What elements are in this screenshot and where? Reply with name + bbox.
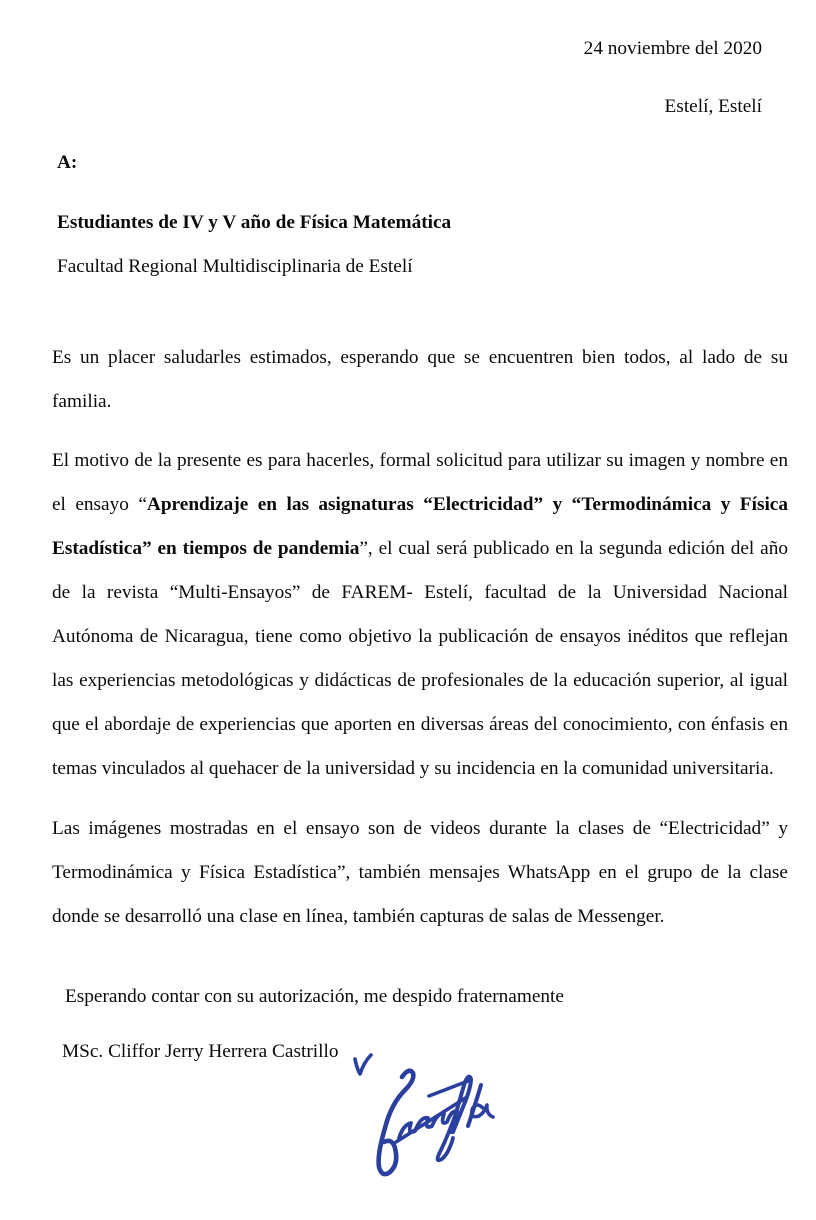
- recipient-organization: Facultad Regional Multidisciplinaria de Estelí: [57, 256, 413, 277]
- essay-title: Aprendizaje en las asignaturas “Electricidad” y “Termodinámica y Física Estadística” en tiempos de pandemia: [52, 494, 788, 559]
- paragraph-request-pre: El motivo de la presente es para hacerles, formal solicitud para utilizar su imagen y nombre en el ensayo “: [52, 450, 788, 515]
- place-line: Estelí, Estelí: [664, 96, 762, 117]
- closing-line: Esperando contar con su autorización, me despido fraternamente: [65, 986, 564, 1007]
- paragraph-greeting: Es un placer saludarles estimados, esperando que se encuentren bien todos, al lado de su familia.: [52, 347, 788, 412]
- paragraph-request: [52, 439, 788, 791]
- signer-name: MSc. Cliffor Jerry Herrera Castrillo: [62, 1041, 339, 1062]
- paragraph-request-post: ”, el cual será publicado en la segunda edición del año de la revista “Multi-Ensayos” de FAREM- Estelí, facultad de la Universidad Nacional Autónoma de Nicaragua, tiene como objetivo la publicación de ensayos inéditos que reflejan las experiencias metodológicas y didácticas de profesionales de la educación superior, al igual que el abordaje de experiencias que aporten en diversas áreas del conocimiento, con énfasis en temas vinculados al quehacer de la universidad y su incidencia en la comunidad universitaria.: [52, 538, 789, 779]
- recipient-block: [52, 201, 788, 289]
- handwritten-signature: [344, 1050, 508, 1190]
- signature-check-mark: [355, 1055, 371, 1074]
- recipient-name: Estudiantes de IV y V año de Física Matemática: [57, 212, 452, 233]
- date-line: 24 noviembre del 2020: [583, 38, 762, 59]
- paragraph-images: Las imágenes mostradas en el ensayo son de videos durante la clases de “Electricidad” y Termodinámica y Física Estadística”, también mensajes WhatsApp en el grupo de la clase donde se desarrolló una clase en línea, también capturas de salas de Messenger.: [52, 818, 788, 927]
- salutation-label: A:: [57, 152, 78, 173]
